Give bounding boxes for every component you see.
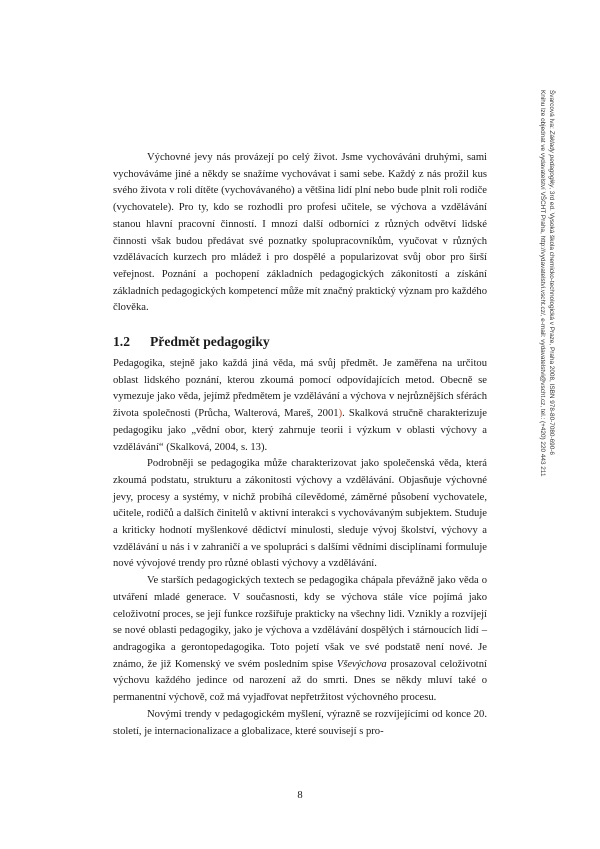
italic-work-title: Vševýchova	[336, 658, 387, 670]
paragraph-4: Novými trendy v pedagogickém myšlení, výrazně se rozvíjejícími od konce 20. století, je internacionalizace a globalizace, které souvisejí s pro-	[113, 708, 487, 737]
intro-paragraph: Výchovné jevy nás provázejí po celý život. Jsme vychováváni druhými, sami vychováváme jiné a někdy se snažíme vychovávat i sami sebe. Každý z nás prožil kus svého života v roli dítěte (vychovávaného) a většina lidí plní nebo bude plnit roli rodiče (vychovatele). Pro ty, kdo se rozhodli pro profesi učitele, se výchova a vzdělávání stanou hlavní pracovní činností. I mnozí další odborníci z různých odvětví lidské činnosti však budou předávat své poznatky spolupracovníkům, vyučovat v různých vzdělávacích kurzech pro mládež i pro dospělé a popularizovat svůj obor pro širší veřejnost. Poznání a pochopení základních pedagogických zákonitostí a získání základních pedagogických kompetencí může mít značný praktický význam pro každého člověka.	[113, 152, 487, 314]
page-body	[113, 150, 487, 740]
section-title: Předmět pedagogiky	[150, 334, 270, 350]
section-number: 1.2	[113, 334, 130, 350]
citation-link[interactable]: )	[338, 408, 343, 420]
section-heading	[113, 333, 487, 351]
book-title: Základy pedagogiky	[548, 130, 555, 188]
side-copyright-note	[532, 90, 556, 690]
page-number: 8	[297, 790, 303, 801]
paragraph-3: Ve starších pedagogických textech se pedagogika chápala převážně jako věda o utváření mladé generace. V současnosti, kdy se výchova stále více pojímá jako celoživotní proces, se její funkce rozšiřuje prakticky na všechny lidi. Vznikly a rozvíjejí se nové oblasti pedagogiky, jako je výchova a vzdělávání dospělých i stárnoucích lidí – andragogika a gerontopedagogika. Toto pojetí však ve své podstatě není nové. Je známo, že již Komenský ve svém posledním spise Vševýchova prosazoval celoživotní výchovu každého jedince od narození až do smrti. Dnes se někdy mluví také o permanentní výchově, což má vyjadřovat nepřetržitost výchovného procesu.	[113, 575, 487, 704]
paragraph-1: Pedagogika, stejně jako každá jiná věda, má svůj předmět. Je zaměřena na určitou oblast lidského poznání, kterou zkoumá pomocí odpovídajících metod. Obecně se vymezuje jako věda, jejímž předmětem je vzdělávání a výchova v nejrůznějších sférách života společnosti (Průcha, Walterová, Mareš, 2001). Skalková stručně charakterizuje pedagogiku jako „vědní obor, který zahrnuje teorii i výzkum v oblasti výchovy a vzdělávání“ (Skalková, 2004, s. 13).	[113, 358, 487, 453]
paragraph-2: Podrobněji se pedagogika může charakterizovat jako společenská věda, která zkoumá podstatu, strukturu a zákonitosti výchovy a vzdělávání. Objasňuje výchovné jevy, procesy a systémy, v nichž probíhá cílevědomé, záměrné působení vychovatele, učitele, rodičů a dalších činitelů v aktivní interakci s vychovávaným subjektem. Studuje a kriticky hodnotí myšlenkové dědictví minulosti, sleduje vývoj školství, výchovy a vzdělávání u nás i v zahraničí a ve spolupráci s dalšími vědními disciplínami formuluje nové vývojové trendy pro různé oblasti výchovy a vzdělávání.	[113, 458, 487, 570]
side-note-line-1: Švarcová Iva: Základy pedagogiky, 3rd ed. Vysoká škola chemicko-technologická v Praze, Praha 2008, ISBN 978-80-7080-690-6	[548, 90, 555, 455]
side-note-line-2: Knihu lze objednat ve vydavatelství VŠCHT Praha, http://vydavatelstvi.vscht.cz/, e-mail: vydavatelstvi@vscht.cz, tel.: (+420) 220 443 211	[539, 90, 546, 477]
